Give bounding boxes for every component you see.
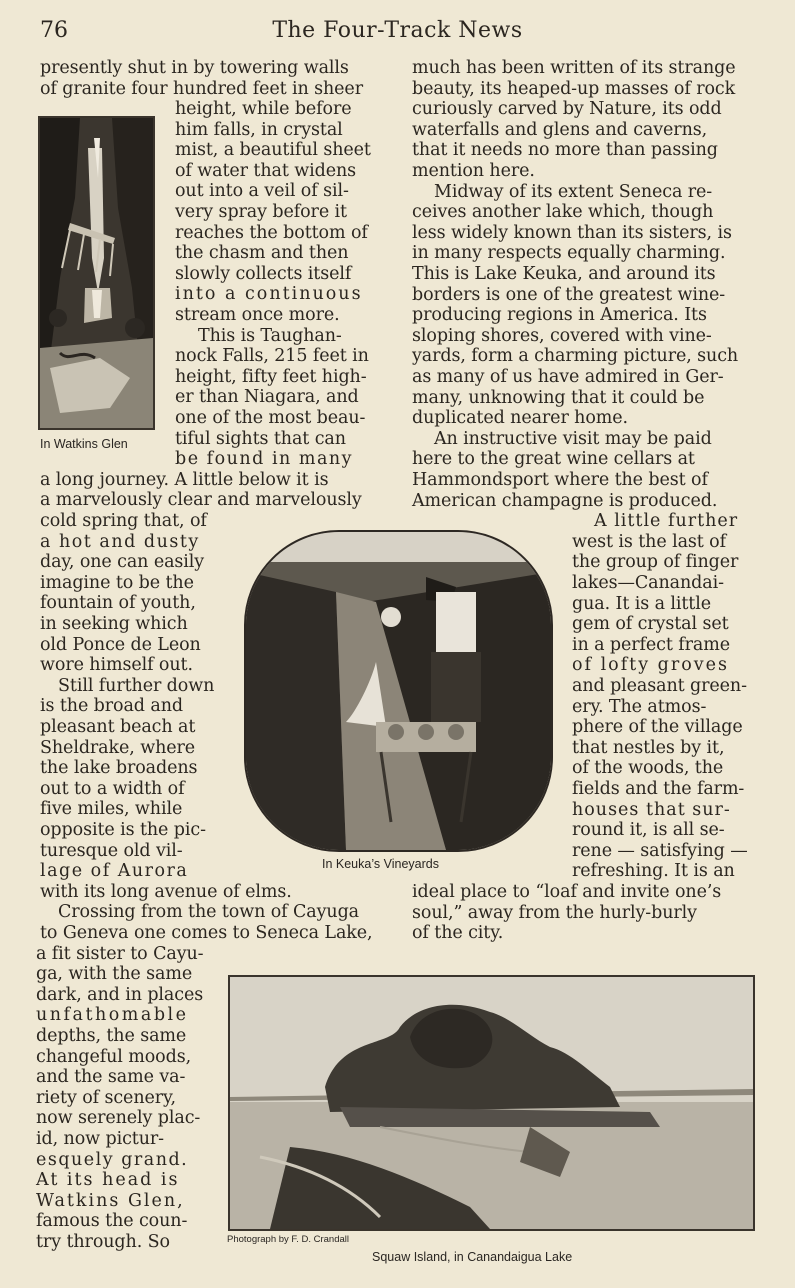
- text-line: cold spring that, of: [40, 511, 207, 531]
- text-line: gua. It is a little: [572, 593, 711, 614]
- text-line: wore himself out.: [40, 655, 193, 676]
- photo-credit: Photograph by F. D. Crandall: [227, 1234, 349, 1245]
- text-line: stream once more.: [175, 305, 340, 325]
- text-line: A little further: [594, 511, 739, 532]
- text-line: reaches the bottom of: [175, 222, 368, 243]
- text-line: that it needs no more than passing: [412, 140, 718, 161]
- text-line: mist, a beautiful sheet: [175, 140, 371, 161]
- text-line: less widely known than its sisters, is: [412, 222, 732, 243]
- text-line: turesque old vil-: [40, 840, 183, 861]
- text-line: ceives another lake which, though: [412, 202, 714, 223]
- text-line: now serenely plac-: [36, 1108, 201, 1129]
- text-line: a long journey. A little below it is: [40, 469, 329, 490]
- text-line: depths, the same: [36, 1026, 187, 1046]
- island-illustration: [230, 977, 753, 1229]
- text-line: into a continuous: [175, 284, 363, 305]
- text-line: him falls, in crystal: [175, 119, 343, 140]
- text-line: lage of Aurora: [40, 861, 189, 882]
- text-line: tiful sights that can: [175, 428, 346, 449]
- text-line: many, unknowing that it could be: [412, 387, 705, 408]
- text-line: ideal place to “loaf and invite one’s: [412, 882, 722, 902]
- text-line: gem of crystal set: [572, 614, 729, 635]
- text-line: and the same va-: [36, 1067, 186, 1088]
- text-line: mention here.: [412, 161, 535, 181]
- running-title: The Four-Track News: [272, 18, 523, 43]
- text-line: a marvelously clear and marvelously: [40, 490, 362, 511]
- text-line: a hot and dusty: [40, 531, 200, 552]
- text-line: ery. The atmos-: [572, 696, 707, 717]
- text-line: producing regions in America. Its: [412, 305, 707, 326]
- text-line: here to the great wine cellars at: [412, 449, 695, 470]
- text-line: of the woods, the: [572, 758, 724, 779]
- text-line: This is Taughan-: [198, 325, 342, 346]
- text-line: be found in many: [175, 449, 354, 470]
- text-line: esquely grand.: [36, 1149, 189, 1170]
- text-line: opposite is the pic-: [40, 820, 206, 840]
- text-line: Still further down: [58, 675, 215, 696]
- text-line: very spray before it: [175, 202, 347, 222]
- text-line: as many of us have admired in Ger-: [412, 367, 724, 387]
- text-line: dark, and in places: [36, 984, 204, 1005]
- text-line: An instructive visit may be paid: [434, 428, 712, 449]
- squaw-island-caption: Squaw Island, in Canandaigua Lake: [372, 1250, 573, 1264]
- gorge-illustration: [40, 118, 153, 428]
- text-line: yards, form a charming picture, such: [412, 346, 739, 367]
- text-line: a fit sister to Cayu-: [36, 943, 204, 964]
- text-line: is the broad and: [40, 696, 183, 717]
- text-line: Sheldrake, where: [40, 737, 196, 758]
- text-line: This is Lake Keuka, and around its: [412, 264, 716, 284]
- text-line: with its long avenue of elms.: [40, 881, 292, 902]
- text-line: duplicated nearer home.: [412, 408, 628, 429]
- text-line: pleasant beach at: [40, 717, 196, 737]
- text-line: curiously carved by Nature, its odd: [412, 99, 722, 120]
- text-line: changeful moods,: [36, 1046, 192, 1067]
- text-line: waterfalls and glens and caverns,: [412, 119, 708, 140]
- text-line: of water that widens: [175, 160, 357, 181]
- text-line: much has been written of its strange: [412, 58, 736, 78]
- text-line: presently shut in by towering walls: [40, 58, 349, 78]
- watkins-glen-photo: [38, 116, 155, 430]
- text-line: slowly collects itself: [175, 263, 352, 284]
- text-line: five miles, while: [40, 799, 183, 820]
- keuka-caption: In Keuka’s Vineyards: [322, 857, 439, 871]
- text-line: and pleasant green-: [572, 676, 747, 696]
- text-line: lakes—Canandai-: [572, 573, 724, 593]
- text-line: id, now pictur-: [36, 1129, 164, 1149]
- text-line: of lofty groves: [572, 655, 729, 676]
- text-line: ga, with the same: [36, 964, 193, 985]
- text-line: American champagne is produced.: [412, 490, 718, 511]
- text-line: houses that sur-: [572, 799, 731, 820]
- text-line: imagine to be the: [40, 572, 194, 593]
- text-line: the group of finger: [572, 552, 739, 573]
- text-line: to Geneva one comes to Seneca Lake,: [40, 923, 373, 943]
- text-line: of the city.: [412, 923, 504, 944]
- text-line: riety of scenery,: [36, 1087, 176, 1108]
- text-line: round it, is all se-: [572, 820, 725, 841]
- text-line: Crossing from the town of Cayuga: [58, 902, 360, 923]
- page-number: 76: [40, 18, 68, 43]
- text-line: height, fifty feet high-: [175, 366, 367, 387]
- text-line: sloping shores, covered with vine-: [412, 325, 712, 346]
- text-line: out into a veil of sil-: [175, 181, 349, 202]
- text-line: beauty, its heaped-up masses of rock: [412, 78, 736, 99]
- text-line: phere of the village: [572, 717, 743, 738]
- keuka-vineyards-photo: [244, 530, 553, 852]
- text-line: rene — satisfying —: [572, 840, 748, 861]
- text-line: refreshing. It is an: [572, 861, 735, 882]
- text-line: try through. So: [36, 1232, 170, 1252]
- text-line: nock Falls, 215 feet in: [175, 346, 369, 367]
- text-line: of granite four hundred feet in sheer: [40, 78, 363, 99]
- watkins-glen-caption: In Watkins Glen: [40, 437, 128, 451]
- text-line: At its head is: [36, 1170, 180, 1191]
- text-line: height, while before: [175, 99, 352, 119]
- text-line: unfathomable: [36, 1005, 189, 1026]
- text-line: er than Niagara, and: [175, 387, 359, 408]
- text-line: the chasm and then: [175, 243, 349, 264]
- text-line: fields and the farm-: [572, 779, 745, 799]
- vineyard-illustration: [246, 532, 551, 850]
- text-line: west is the last of: [572, 531, 726, 552]
- text-line: in seeking which: [40, 614, 188, 634]
- text-line: that nestles by it,: [572, 737, 725, 758]
- text-line: famous the coun-: [36, 1211, 188, 1232]
- text-line: soul,” away from the hurly-burly: [412, 902, 697, 923]
- text-line: in many respects equally charming.: [412, 243, 726, 264]
- text-line: Hammondsport where the best of: [412, 470, 708, 490]
- text-line: one of the most beau-: [175, 408, 366, 428]
- text-line: Midway of its extent Seneca re-: [434, 181, 713, 202]
- text-line: out to a width of: [40, 778, 185, 799]
- text-line: in a perfect frame: [572, 634, 731, 655]
- squaw-island-photo: [228, 975, 755, 1231]
- text-line: day, one can easily: [40, 552, 205, 573]
- text-line: Watkins Glen,: [36, 1190, 185, 1211]
- text-line: fountain of youth,: [40, 593, 196, 614]
- text-line: borders is one of the greatest wine-: [412, 284, 726, 305]
- text-line: the lake broadens: [40, 758, 198, 779]
- text-line: old Ponce de Leon: [40, 634, 201, 655]
